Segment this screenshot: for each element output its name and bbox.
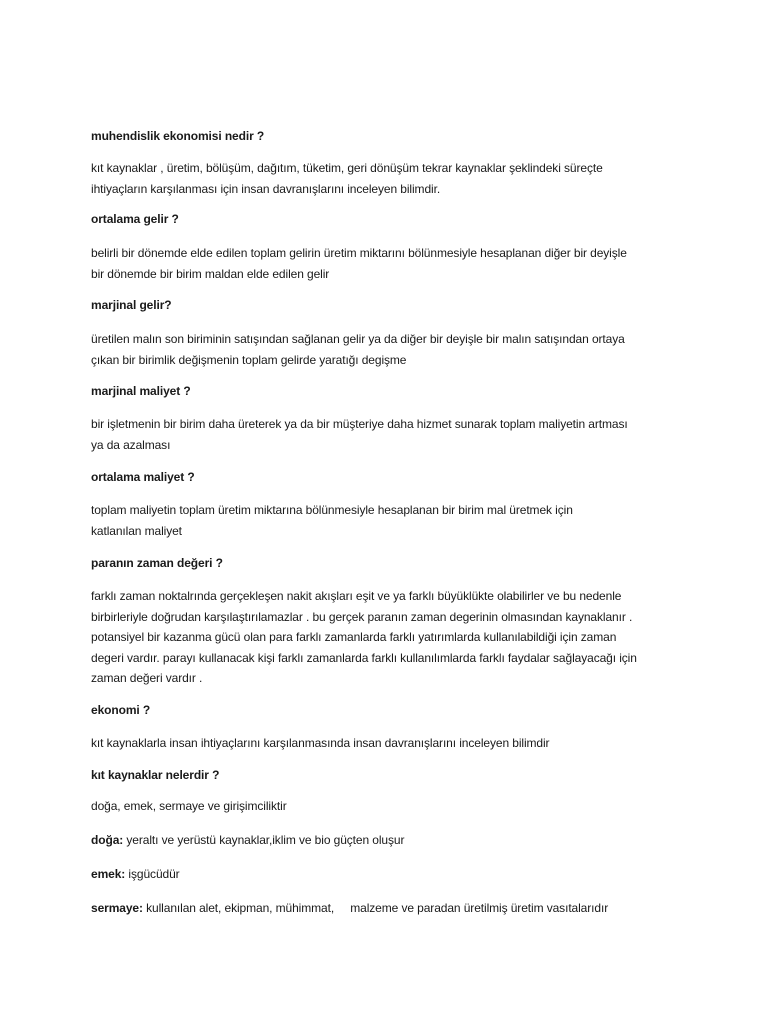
paragraph [91,329,625,370]
text-line: zaman değeri vardır . [91,671,203,685]
text-line: ya da azalması [91,437,171,452]
text-line: doğa, emek, sermaye ve girişimciliktir [91,799,287,813]
text-line: degeri vardır. parayı kullanacak kişi farklı zamanlarda farklı kullanılımlarda farklı faydalar sağlayacağı için [91,650,637,665]
heading: muhendislik ekonomisi nedir ? [91,129,265,143]
text-line: kıt kaynaklar , üretim, bölüşüm, dağıtım, tüketim, geri dönüşüm tekrar kaynaklar şeklindeki süreçte [91,161,603,175]
definition-term: sermaye: [91,901,143,915]
heading: marjinal gelir? [91,298,172,312]
definition-line [91,898,608,919]
text-line: katlanılan maliyet [91,523,182,538]
heading: kıt kaynaklar nelerdir ? [91,768,220,782]
heading: ekonomi ? [91,703,151,717]
text-line: bir işletmenin bir birim daha üreterek ya da bir müşteriye daha hizmet sunarak toplam maliyetin artması [91,417,628,431]
paragraph [91,500,573,541]
definition-term: doğa: [91,833,124,847]
text-line: bir dönemde bir birim maldan elde edilen gelir [91,266,330,281]
definition-text: yeraltı ve yerüstü kaynaklar,iklim ve bio güçten oluşur [123,833,405,847]
text-line: toplam maliyetin toplam üretim miktarına bölünmesiyle hesaplanan bir birim mal üretmek için [91,503,573,517]
paragraph [91,733,549,754]
definition-text: işgücüdür [125,867,180,881]
text-line: birbirleriyle doğrudan karşılaştırılamazlar . bu gerçek paranın zaman degerinin olmasından kaynaklanır . [91,609,633,624]
text-line: ihtiyaçların karşılanması için insan davranışlarını inceleyen bilimdir. [91,181,441,196]
heading: marjinal maliyet ? [91,384,191,398]
heading: ortalama gelir ? [91,212,179,226]
text-line: çıkan bir birimlik değişmenin toplam gelirde yaratığı degişme [91,352,407,367]
text-line: belirli bir dönemde elde edilen toplam gelirin üretim miktarını bölünmesiyle hesaplanan diğer bir deyişle [91,246,627,260]
text-line: farklı zaman noktalrında gerçekleşen nakit akışları eşit ve ya farklı büyüklükte olabilirler ve bu nedenle [91,589,622,603]
paragraph [91,414,628,455]
definition-term: emek: [91,867,126,881]
paragraph [91,243,627,284]
text-line: kıt kaynaklarla insan ihtiyaçlarını karşılanmasında insan davranışlarını inceleyen bilimdir [91,736,550,750]
definition-text: kullanılan alet, ekipman, mühimmat, malzeme ve paradan üretilmiş üretim vasıtalarıdır [142,901,609,915]
paragraph [91,586,637,689]
definition-line [91,864,180,885]
text-line: potansiyel bir kazanma gücü olan para farklı zamanlarda farklı yatırımlarda kullanılabildiği için zaman [91,630,617,644]
heading: ortalama maliyet ? [91,470,195,484]
text-line: üretilen malın son biriminin satışından sağlanan gelir ya da diğer bir deyişle bir malın satışından ortaya [91,332,625,346]
definition-line [91,830,404,851]
heading: paranın zaman değeri ? [91,556,223,570]
paragraph [91,796,287,817]
paragraph [91,158,603,199]
